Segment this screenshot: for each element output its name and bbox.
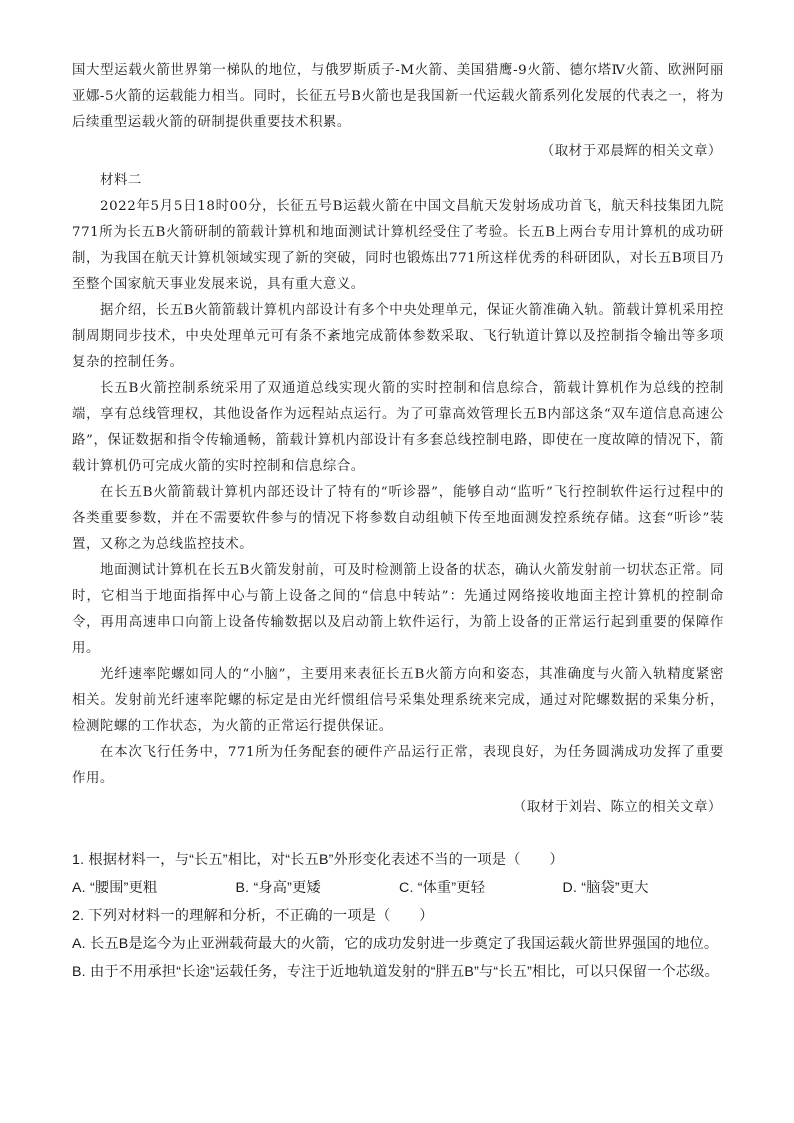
question-2-option-a[interactable]: A. 长五B是迄今为止亚洲载荷最大的火箭，它的成功发射进一步奠定了我国运载火箭世界强国的地位。 (72, 936, 719, 952)
passage-paragraph: 在本次飞行任务中，771所为任务配套的硬件产品运行正常，表现良好，为任务圆满成功发挥了重要作用。 (72, 745, 724, 786)
question-section (72, 846, 726, 986)
passage-paragraph: 2022年5月5日18时00分，长征五号B运载火箭在中国文昌航天发射场成功首飞，航天科技集团九院771所为长五B火箭研制的箭载计算机和地面测试计算机经受住了考验。长五B上两台专用计算机的成功研制，为我国在航天计算机领域实现了新的突破，同时也锻炼出771所这样优秀的科研团队，对长五B项目乃至整个国家航天事业发展来说，具有重大意义。 (72, 199, 724, 292)
question-1-stem: 1. 根据材料一，与“长五”相比，对“长五B”外形变化表述不当的一项是（ ） (72, 852, 564, 868)
passage-paragraph: 地面测试计算机在长五B火箭发射前，可及时检测箭上设备的状态，确认火箭发射前一切状态正常。同时，它相当于地面指挥中心与箭上设备之间的“信息中转站”：先通过网络接收地面主控计算机的控制命令，再用高速串口向箭上设备传输数据以及启动箭上软件运行，为箭上设备的正常运行起到重要的保障作用。 (72, 563, 724, 656)
passage-paragraph: 据介绍，长五B火箭箭载计算机内部设计有多个中央处理单元，保证火箭准确入轨。箭载计算机采用控制周期同步技术，中央处理单元可有条不紊地完成箭体参数采取、飞行轨道计算以及控制指令输出等多项复杂的控制任务。 (72, 303, 724, 370)
question-1-options (72, 874, 726, 902)
question-1-option-c[interactable]: C. “体重”更轻 (399, 880, 486, 896)
material1-continuation: 国大型运载火箭世界第一梯队的地位，与俄罗斯质子-M火箭、美国猎鹰-9火箭、德尔塔Ⅳ火箭、欧洲阿丽亚娜-5火箭的运载能力相当。同时，长征五号B火箭也是我国新一代运载火箭系列化发展的代表之一，将为后续重型运载火箭的研制提供重要技术积累。 (72, 63, 724, 130)
passage-paragraph: 在长五B火箭箭载计算机内部还设计了特有的“听诊器”，能够自动“监听”飞行控制软件运行过程中的各类重要参数，并在不需要软件参与的情况下将参数自动组帧下传至地面测发控系统存储。这套“听诊”装置，又称之为总线监控技术。 (72, 485, 724, 552)
material2-source: （取材于刘岩、陈立的相关文章） (512, 800, 722, 815)
question-1-option-d[interactable]: D. “脑袋”更大 (562, 880, 649, 896)
reading-passage (72, 58, 724, 824)
passage-paragraph: 长五B火箭控制系统采用了双通道总线实现火箭的实时控制和信息综合，箭载计算机作为总线的控制端，享有总线管理权，其他设备作为远程站点运行。为了可靠高效管理长五B内部这条“双车道信息高速公路”，保证数据和指令传输通畅，箭载计算机内部设计有多套总线控制电路，即使在一度故障的情况下，箭载计算机仍可完成火箭的实时控制和信息综合。 (72, 381, 724, 474)
question-1-option-a[interactable]: A. “腰围”更粗 (72, 880, 158, 896)
question-1-option-b[interactable]: B. “身高”更矮 (235, 880, 321, 896)
question-2-stem: 2. 下列对材料一的理解和分析，不正确的一项是（ ） (72, 908, 434, 924)
question-2-option-b[interactable]: B. 由于不用承担“长途”运载任务，专注于近地轨道发射的“胖五B”与“长五”相比，可以只保留一个芯级。 (72, 964, 720, 980)
passage-paragraph: 光纤速率陀螺如同人的“小脑”，主要用来表征长五B火箭方向和姿态，其准确度与火箭入轨精度紧密相关。发射前光纤速率陀螺的标定是由光纤惯组信号采集处理系统来完成，通过对陀螺数据的采集分析，检测陀螺的工作状态，为火箭的正常运行提供保证。 (72, 667, 724, 734)
material2-heading: 材料二 (100, 173, 142, 188)
material1-source: （取材于邓晨辉的相关文章） (540, 144, 722, 159)
